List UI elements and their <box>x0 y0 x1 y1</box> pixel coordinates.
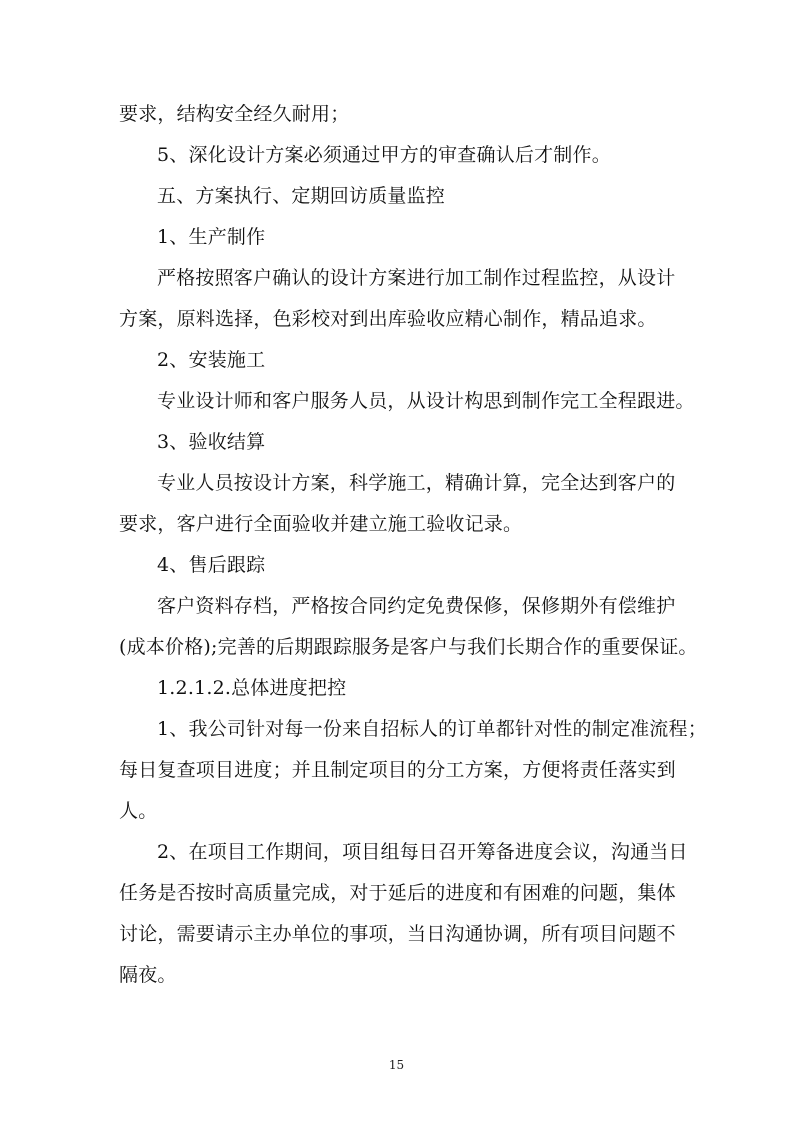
paragraph-acceptance-line-1: 专业人员按设计方案，科学施工，精确计算，完全达到客户的 <box>157 472 676 494</box>
paragraph-acceptance-line-2: 要求，客户进行全面验收并建立施工验收记录。 <box>119 513 523 535</box>
paragraph-progress-1-line-1: 1、我公司针对每一份来自招标人的订单都针对性的制定准流程； <box>157 718 707 740</box>
paragraph-progress-1-line-2: 每日复查项目进度；并且制定项目的分工方案，方便将责任落实到 <box>119 759 676 781</box>
paragraph-production-line-2: 方案，原料选择，色彩校对到出库验收应精心制作，精品追求。 <box>119 308 657 330</box>
document-body <box>119 94 707 996</box>
subheading-after-sales: 4、售后跟踪 <box>157 554 266 576</box>
text-line-item-5: 5、深化设计方案必须通过甲方的审查确认后才制作。 <box>157 144 611 166</box>
section-heading-five: 五、方案执行、定期回访质量监控 <box>157 185 446 207</box>
paragraph-after-sales-line-1: 客户资料存档，严格按合同约定免费保修，保修期外有偿维护 <box>157 595 676 617</box>
paragraph-progress-2-line-4: 隔夜。 <box>119 964 177 986</box>
paragraph-progress-2-line-2: 任务是否按时高质量完成，对于延后的进度和有困难的问题，集体 <box>119 882 676 904</box>
paragraph-after-sales-line-2: (成本价格);完善的后期跟踪服务是客户与我们长期合作的重要保证。 <box>119 636 698 658</box>
section-heading-progress-control: 1.2.1.2.总体进度把控 <box>157 677 347 699</box>
paragraph-installation: 专业设计师和客户服务人员，从设计构思到制作完工全程跟进。 <box>157 390 695 412</box>
subheading-installation: 2、安装施工 <box>157 349 266 371</box>
paragraph-progress-2-line-1: 2、在项目工作期间，项目组每日召开筹备进度会议，沟通当日 <box>157 841 688 863</box>
paragraph-production-line-1: 严格按照客户确认的设计方案进行加工制作过程监控，从设计 <box>157 267 676 289</box>
text-line-continuation: 要求，结构安全经久耐用； <box>119 103 350 125</box>
paragraph-progress-1-line-3: 人。 <box>119 800 158 822</box>
subheading-production: 1、生产制作 <box>157 226 266 248</box>
page-number: 15 <box>388 1058 405 1072</box>
subheading-acceptance: 3、验收结算 <box>157 431 266 453</box>
paragraph-progress-2-line-3: 讨论，需要请示主办单位的事项，当日沟通协调，所有项目问题不 <box>119 923 676 945</box>
